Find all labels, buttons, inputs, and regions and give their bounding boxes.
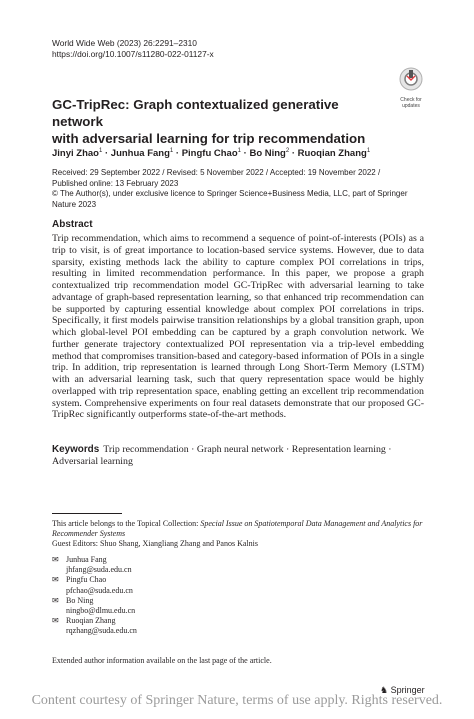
- contact-name: Ruoqian Zhang: [66, 616, 116, 626]
- envelope-icon: ✉: [52, 595, 59, 605]
- contact-email[interactable]: jhfang@suda.edu.cn: [66, 565, 132, 575]
- abstract-text: Trip recommendation, which aims to recommend a sequence of point-of-interests (POIs) as a trip to visit, is of great importance to location-based service systems. However, due to data sparsity, existing methods lack the ability to capture complex POI correlations in trips, resulting in limited recommendation performance. In this paper, we propose a graph contextualized trip recommendation model GC-TripRec with adversarial learning to take advantage of graph-based representation learning, so that enhanced trip recommendation can be supported by capturing essential knowledge about complex POI correlations in trips. Specifically, it first models pairwise transition relationships by a global transition graph, upon which global-level POI embedding can be captured by a graph convolution network. We further generate trajectory contextualized POI representation via a trip-level embedding method that compromises transition-based and category-based information of POIs in a single trip. In addition, trip representation is learned through Long Short-Term Memory (LSTM) with an adversarial learning task, such that query representation space would be highly overlapped with trip representation space, enabling getting an excellent trip recommendation system. Comprehensive experiments on four real datasets demonstrate that our proposed GC-TripRec significantly outperforms state-of-the-art methods.: [52, 233, 424, 421]
- journal-citation: World Wide Web (2023) 26:2291–2310: [52, 38, 197, 48]
- check-for-updates-badge[interactable]: [395, 67, 427, 109]
- doi-link[interactable]: https://doi.org/10.1007/s11280-022-01127-x: [52, 49, 214, 59]
- publication-dates: [52, 168, 432, 210]
- title-line2: with adversarial learning for trip recommendation: [52, 131, 366, 146]
- author-affiliation: 2: [285, 148, 290, 154]
- author-name[interactable]: Ruoqian Zhang: [297, 148, 367, 160]
- keywords-label: Keywords: [52, 444, 100, 455]
- badge-line2: updates: [402, 103, 420, 109]
- contact-name: Bo Ning: [66, 595, 94, 605]
- note-prefix: This article belongs to the Topical Collection:: [52, 519, 201, 528]
- author-affiliation: 1: [169, 148, 174, 154]
- springer-horse-icon: ♞: [380, 685, 389, 695]
- contact-item: [52, 575, 137, 595]
- crossmark-icon: [395, 67, 427, 93]
- contact-list: [52, 555, 137, 637]
- collection-name: Special Issue on Spatiotemporal Data Management and Analytics for Recommender Systems: [52, 519, 423, 539]
- journal-header: [52, 38, 214, 60]
- author-name[interactable]: Junhua Fang: [110, 148, 170, 160]
- abstract-heading: Abstract: [52, 219, 93, 230]
- contact-item: [52, 596, 137, 616]
- contact-email[interactable]: rqzhang@suda.edu.cn: [66, 626, 137, 636]
- content-courtesy-footer: Content courtesy of Springer Nature, terms of use apply. Rights reserved.: [31, 693, 443, 708]
- badge-line1: Check for: [400, 97, 422, 103]
- contact-name: Junhua Fang: [66, 555, 107, 564]
- contact-item: [52, 555, 137, 575]
- keywords-text: Trip recommendation · Graph neural network · Representation learning · Adversarial learning: [52, 444, 392, 467]
- copyright-notice: © The Author(s), under exclusive licence to Springer Science+Business Media, LLC, part of Springer Nature 2023: [52, 189, 408, 209]
- envelope-icon: ✉: [52, 616, 59, 626]
- author-affiliation: 1: [237, 148, 241, 154]
- topical-collection-note: [52, 519, 424, 550]
- dates-line1: Received: 29 September 2022 / Revised: 5 November 2022 / Accepted: 19 November 2022 /: [52, 168, 381, 177]
- envelope-icon: ✉: [52, 575, 59, 585]
- extended-author-info: Extended author information available on the last page of the article.: [52, 656, 272, 665]
- author-list: Jinyi Zhao$^1$ · Junhua Fang$^1$ · Pingfu Chao$^1$ · Bo Ning$^2$ · Ruoqian Zhang$^1$: [52, 148, 371, 160]
- contact-item: [52, 616, 137, 636]
- author-affiliation: 1: [366, 148, 371, 154]
- author-name[interactable]: Pingfu Chao: [181, 148, 238, 160]
- author-affiliation: 1: [98, 148, 103, 154]
- article-title: [52, 96, 392, 147]
- author-name[interactable]: Bo Ning: [249, 148, 286, 160]
- guest-editors: Guest Editors: Shuo Shang, Xiangliang Zhang and Panos Kalnis: [52, 539, 258, 549]
- author-name[interactable]: Jinyi Zhao: [52, 148, 99, 160]
- keywords-section: [52, 444, 424, 468]
- footnote-divider: [52, 513, 122, 514]
- title-line1: GC-TripRec: Graph contextualized generative network: [52, 97, 339, 129]
- contact-email[interactable]: ningbo@dlmu.edu.cn: [66, 606, 136, 616]
- publisher-name: Springer: [390, 685, 425, 695]
- contact-email[interactable]: pfchao@suda.edu.cn: [66, 585, 133, 595]
- dates-line2: Published online: 13 February 2023: [52, 178, 179, 188]
- contact-name: Pingfu Chao: [66, 575, 107, 585]
- envelope-icon: ✉: [52, 555, 59, 564]
